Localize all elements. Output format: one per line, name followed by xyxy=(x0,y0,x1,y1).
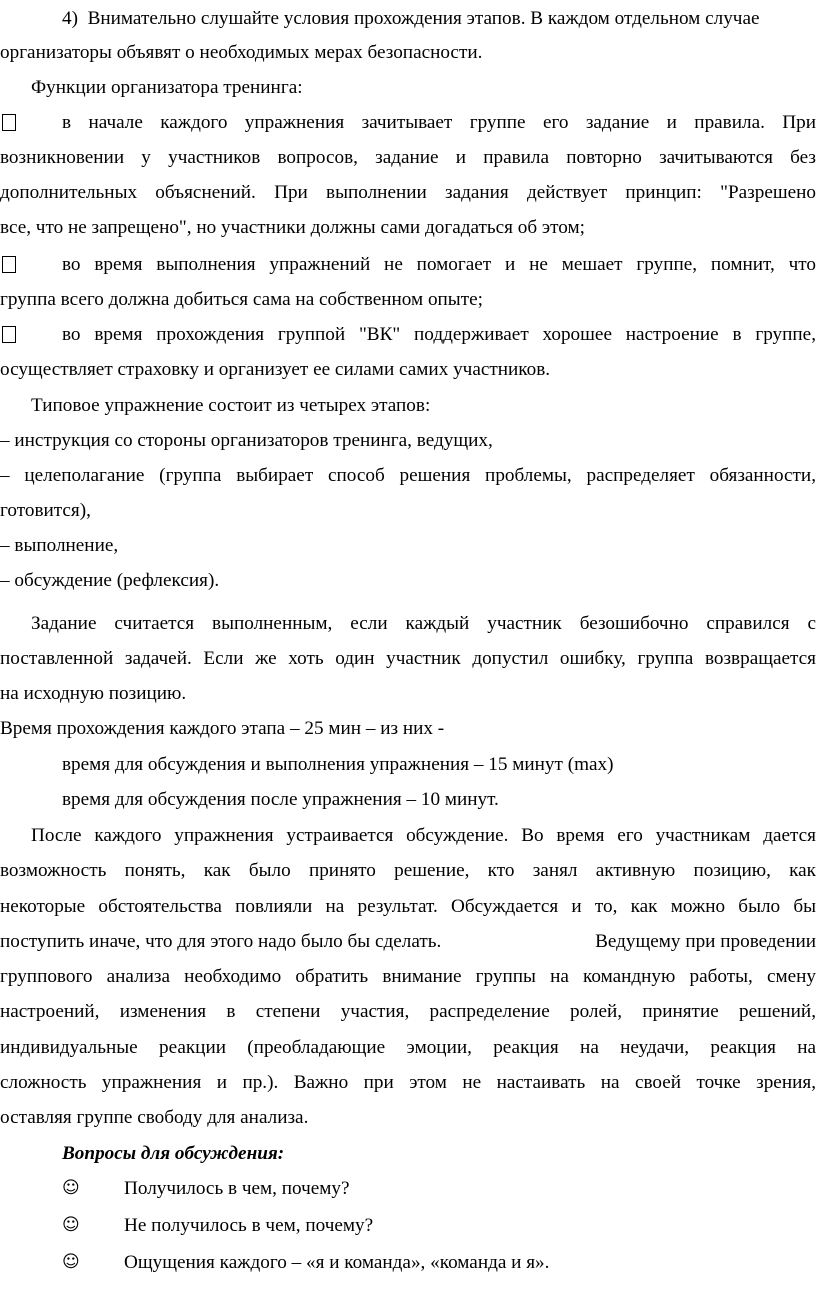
function-line: все, что не запрещено", но участники должны сами догадаться об этом; xyxy=(0,217,585,238)
function-line: в начале каждого упражнения зачитывает группе его задание и правила. При xyxy=(62,112,816,133)
discussion-line: настроений, изменения в степени участия, распределение ролей, принятие решений, xyxy=(0,1001,816,1022)
function-line: возникновении у участников вопросов, задание и правила повторно зачитываются без xyxy=(0,147,816,168)
square-bullet-icon xyxy=(2,326,16,343)
stages-heading: Типовое упражнение состоит из четырех этапов: xyxy=(31,395,431,416)
discussion-line: оставляя группе свободу для анализа. xyxy=(0,1107,309,1128)
function-line: осуществляет страховку и организует ее силами самих участников. xyxy=(0,359,551,380)
item-number: 4) xyxy=(62,8,78,29)
smiley-icon: ☺ xyxy=(62,1215,80,1235)
function-line: дополнительных объяснений. При выполнении задания действует принцип: "Разрешено xyxy=(0,182,816,203)
timing-line: Время прохождения каждого этапа – 25 мин – из них - xyxy=(0,718,445,739)
square-bullet-icon xyxy=(2,114,16,131)
numbered-item xyxy=(0,6,816,31)
stage-item: – обсуждение (рефлексия). xyxy=(0,570,220,591)
task-paragraph-line: поставленной задачей. Если же хоть один участник допустил ошибку, группа возвращается xyxy=(0,648,816,669)
stage-item: – выполнение, xyxy=(0,535,119,556)
question-item xyxy=(0,1176,816,1201)
discussion-line: После каждого упражнения устраивается обсуждение. Во время его участникам дается xyxy=(31,825,816,846)
function-line: группа всего должна добиться сама на собственном опыте; xyxy=(0,289,483,310)
question-text: Ощущения каждого – «я и команда», «команда и я». xyxy=(124,1252,550,1273)
function-item-1 xyxy=(0,110,816,135)
functions-heading: Функции организатора тренинга: xyxy=(31,77,303,98)
discussion-line: некоторые обстоятельства повлияли на результат. Обсуждается и то, как можно было бы xyxy=(0,896,816,917)
item-text: Внимательно слушайте условия прохождения этапов. В каждом отдельном случае xyxy=(87,8,760,29)
square-bullet-icon xyxy=(2,256,16,273)
discussion-line: возможность понять, как было принято решение, кто занял активную позицию, как xyxy=(0,860,816,881)
question-item xyxy=(0,1213,816,1238)
task-paragraph-line: на исходную позицию. xyxy=(0,683,187,704)
question-text: Не получилось в чем, почему? xyxy=(124,1215,374,1236)
questions-heading: Вопросы для обсуждения: xyxy=(62,1143,285,1164)
function-line: во время прохождения группой "ВК" поддерживает хорошее настроение в группе, xyxy=(62,324,816,345)
smiley-icon: ☺ xyxy=(62,1178,80,1198)
function-line: во время выполнения упражнений не помогает и не мешает группе, помнит, что xyxy=(62,254,816,275)
stage-item: – инструкция со стороны организаторов тренинга, ведущих, xyxy=(0,430,493,451)
discussion-line-split xyxy=(0,929,816,954)
smiley-icon: ☺ xyxy=(62,1252,80,1272)
question-item xyxy=(0,1250,816,1275)
function-item-2 xyxy=(0,252,816,277)
function-item-3 xyxy=(0,322,816,347)
question-text: Получилось в чем, почему? xyxy=(124,1178,350,1199)
stage-item-continued: готовится), xyxy=(0,500,91,521)
timing-line: время для обсуждения и выполнения упражнения – 15 минут (max) xyxy=(62,754,614,775)
discussion-line: сложность упражнения и пр.). Важно при этом не настаивать на своей точке зрения, xyxy=(0,1072,816,1093)
discussion-line: индивидуальные реакции (преобладающие эмоции, реакция на неудачи, реакция на xyxy=(0,1037,816,1058)
stage-item: – целеполагание (группа выбирает способ решения проблемы, распределяет обязанности, xyxy=(0,465,816,486)
discussion-line: группового анализа необходимо обратить внимание группы на командную работы, смену xyxy=(0,966,816,987)
item-text-continued: организаторы объявят о необходимых мерах безопасности. xyxy=(0,42,483,63)
timing-line: время для обсуждения после упражнения – 10 минут. xyxy=(62,789,499,810)
task-paragraph-line: Задание считается выполненным, если каждый участник безошибочно справился с xyxy=(31,613,816,634)
discussion-line-part: Ведущему при проведении xyxy=(595,931,816,952)
discussion-line-part: поступить иначе, что для этого надо было бы сделать. xyxy=(0,931,442,952)
